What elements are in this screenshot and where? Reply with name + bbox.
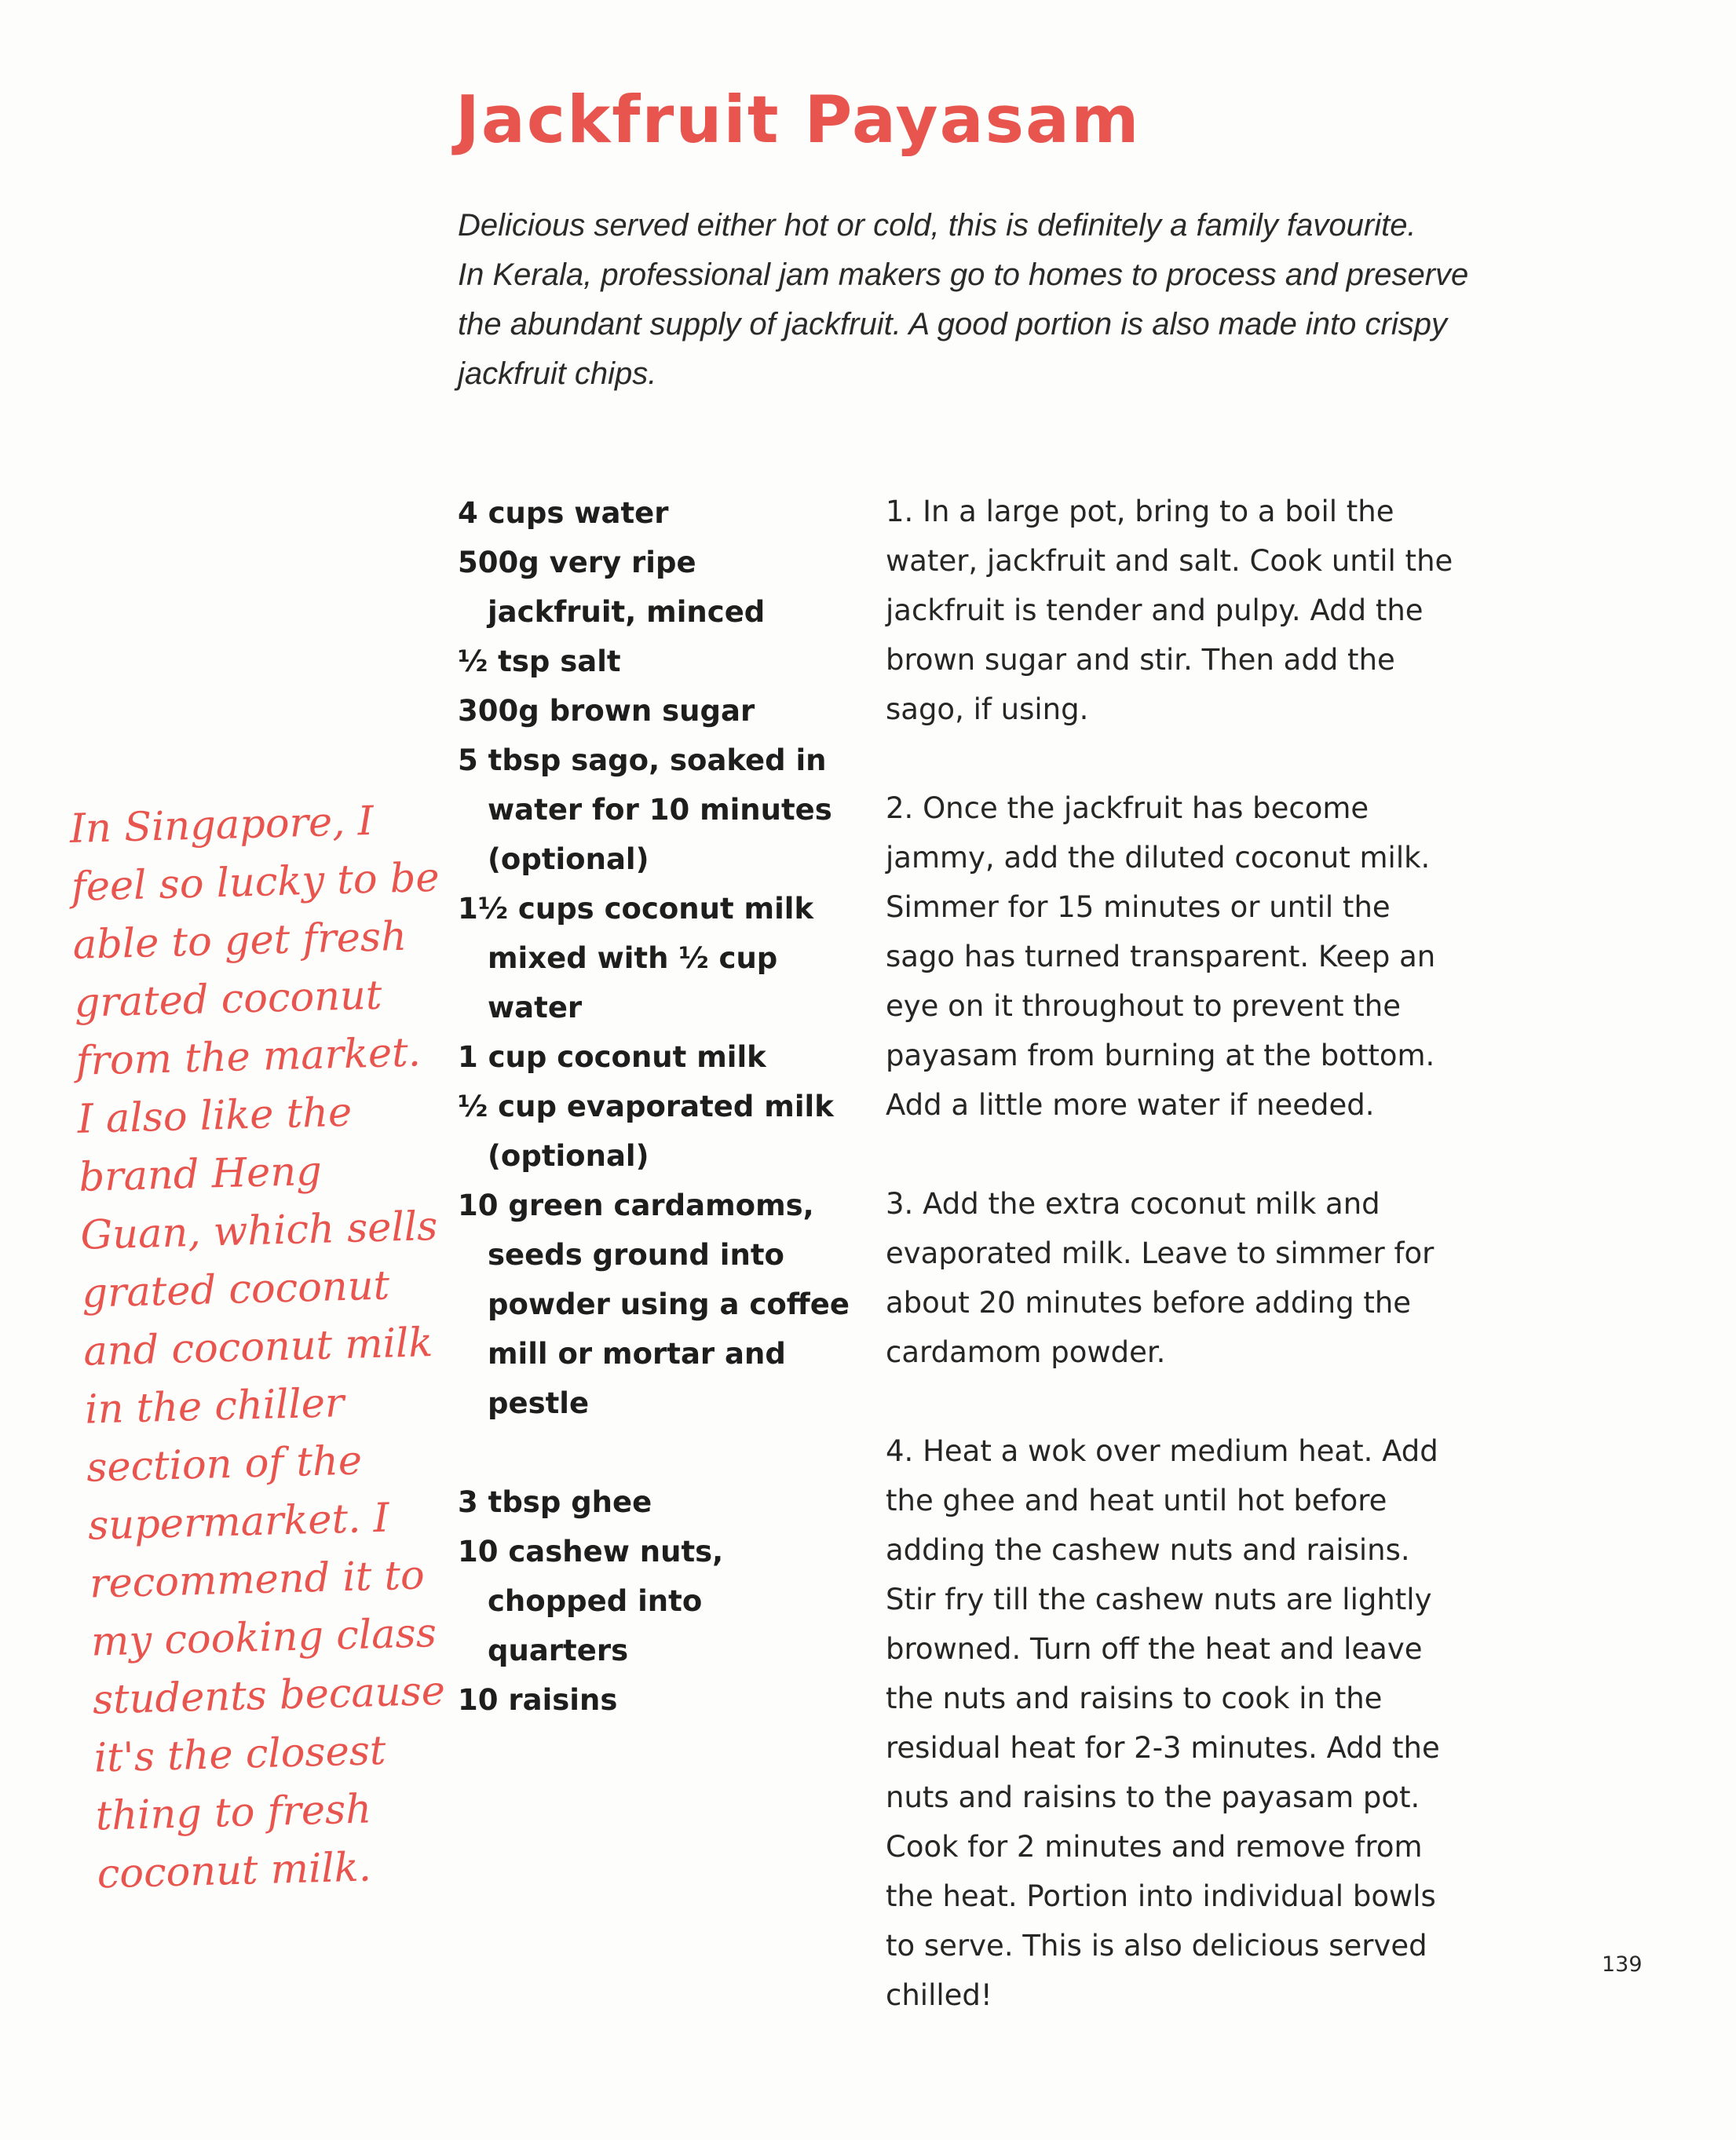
ingredient-item: 3 tbsp ghee	[458, 1485, 652, 1519]
method-steps	[886, 487, 1467, 2069]
method-step: 2. Once the jackfruit has become jammy, add the diluted coconut milk. Simmer for 15 minutes or until the sago has turned transparent. Keep an eye on it throughout to prevent the payasam from burning at the bottom. Add a little more water if needed.	[886, 791, 1436, 1122]
ingredient-item: 1½ cups coconut milk mixed with ½ cup water	[458, 892, 814, 1024]
ingredient-item: 5 tbsp sago, soaked in water for 10 minutes (optional)	[458, 743, 832, 876]
page-number: 139	[1602, 1952, 1643, 1977]
ingredient-item: 10 green cardamoms, seeds ground into powder using a coffee mill or mortar and pestle	[458, 1189, 850, 1420]
recipe-title: Jackfruit Payasam	[455, 82, 1141, 158]
intro-line: jackfruit chips.	[458, 356, 657, 391]
ingredient-item: 10 raisins	[458, 1683, 618, 1717]
intro-line: the abundant supply of jackfruit. A good portion is also made into crispy	[458, 307, 1447, 341]
method-step: 4. Heat a wok over medium heat. Add the ghee and heat until hot before adding the cashew nuts and raisins. Stir fry till the cashew nuts are lightly browned. Turn off the heat and leave the nuts and raisins to cook in the residual heat for 2-3 minutes. Add the nuts and raisins to the payasam pot. Cook for 2 minutes and remove from the heat. Portion into individual bowls to serve. This is also delicious served chilled!	[886, 1434, 1440, 2012]
ingredient-item: 4 cups water	[458, 496, 669, 530]
ingredient-item: ½ cup evaporated milk (optional)	[458, 1090, 834, 1173]
ingredient-item: 300g brown sugar	[458, 694, 755, 728]
recipe-intro	[458, 201, 1526, 399]
ingredient-item: ½ tsp salt	[458, 645, 621, 678]
ingredients-list	[458, 488, 850, 1725]
method-step: 3. Add the extra coconut milk and evaporated milk. Leave to simmer for about 20 minutes before adding the cardamom powder.	[886, 1187, 1434, 1369]
ingredient-item: 10 cashew nuts, chopped into quarters	[458, 1535, 724, 1667]
intro-line: In Kerala, professional jam makers go to homes to process and preserve	[458, 257, 1469, 292]
ingredient-item: 1 cup coconut milk	[458, 1040, 766, 1074]
ingredient-item: 500g very ripe jackfruit, minced	[458, 546, 766, 629]
handwritten-side-note: In Singapore, I feel so lucky to be able to get fresh grated coconut from the market. I also like the brand Heng Guan, which sells grated coconut and coconut milk in the chiller section of the supermarket. I recommend it to my cooking class students because it's the closest thing to fresh coconut milk.	[69, 798, 446, 1898]
method-step: 1. In a large pot, bring to a boil the water, jackfruit and salt. Cook until the jackfruit is tender and pulpy. Add the brown sugar and stir. Then add the sago, if using.	[886, 495, 1453, 726]
intro-line: Delicious served either hot or cold, this is definitely a family favourite.	[458, 208, 1416, 243]
